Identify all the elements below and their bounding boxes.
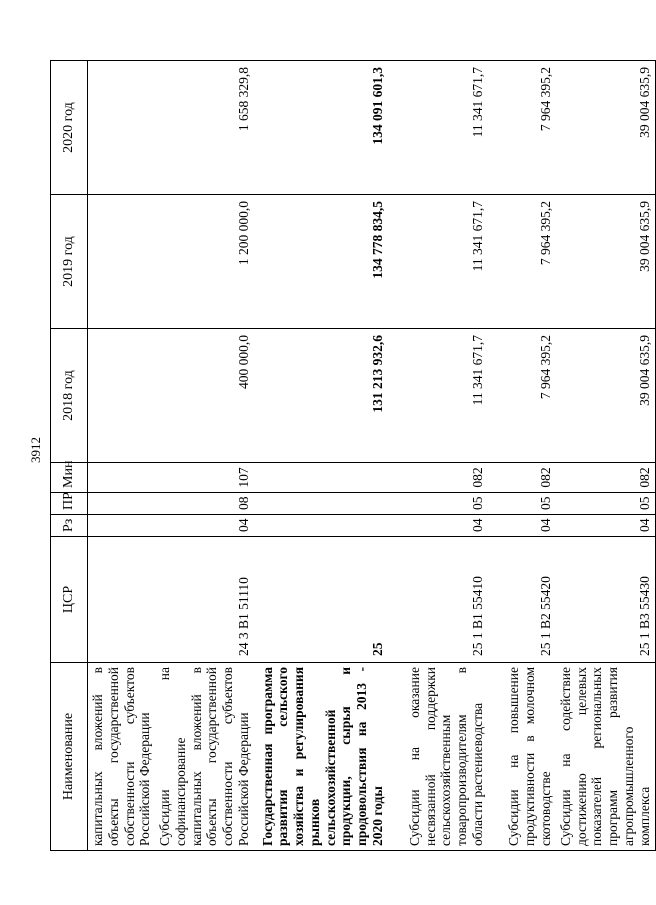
row-name: Субсидии на повышение продуктивности в молочном скотоводстве [488, 663, 556, 851]
row-2018: 11 341 671,7 [388, 329, 488, 463]
row-2019: 11 341 671,7 [388, 195, 488, 329]
row-min: 082 [488, 463, 556, 493]
budget-table [50, 60, 656, 851]
table-row [88, 61, 156, 851]
row-csr [88, 537, 156, 663]
row-rz [254, 515, 388, 537]
header-min: Мин [51, 463, 88, 493]
row-2018: 7 964 395,2 [488, 329, 556, 463]
row-csr: 25 1 В3 55430 [556, 537, 655, 663]
row-2020: 11 341 671,7 [388, 61, 488, 195]
row-pr: 05 [388, 493, 488, 515]
row-rz [88, 515, 156, 537]
row-pr [254, 493, 388, 515]
row-2019: 134 778 834,5 [254, 195, 388, 329]
row-csr: 24 3 В1 51110 [155, 537, 254, 663]
header-2019: 2019 год [51, 195, 88, 329]
row-csr: 25 1 В2 55420 [488, 537, 556, 663]
header-2018: 2018 год [51, 329, 88, 463]
row-pr: 08 [155, 493, 254, 515]
row-csr: 25 1 В1 55410 [388, 537, 488, 663]
row-pr: 05 [488, 493, 556, 515]
header-row [51, 61, 88, 851]
row-min: 082 [556, 463, 655, 493]
table-row [556, 61, 655, 851]
row-rz: 04 [155, 515, 254, 537]
row-name: Государственная программа развития сельского хозяйства и регулирования рынков сельскохозяйственной продукции, сырья и продовольствия на 2013 - 2020 годы [254, 663, 388, 851]
row-2018 [88, 329, 156, 463]
row-min [254, 463, 388, 493]
page-number: 3912 [28, 437, 43, 463]
header-csr: ЦСР [51, 537, 88, 663]
row-2019: 7 964 395,2 [488, 195, 556, 329]
row-2020: 1 658 329,8 [155, 61, 254, 195]
row-min [88, 463, 156, 493]
row-name: Субсидии на оказание несвязанной поддержки сельскохозяйственным товаропроизводителям в области растениеводства [388, 663, 488, 851]
row-rz: 04 [556, 515, 655, 537]
header-pr: ПР [51, 493, 88, 515]
row-name: Субсидии на содействие достижению целевых показателей региональных программ развития агропромышленного комплекса [556, 663, 655, 851]
row-2020: 39 004 635,9 [556, 61, 655, 195]
table-row [488, 61, 556, 851]
row-rz: 04 [388, 515, 488, 537]
table-row [254, 61, 388, 851]
row-rz: 04 [488, 515, 556, 537]
header-rz: Рз [51, 515, 88, 537]
row-min: 107 [155, 463, 254, 493]
row-min: 082 [388, 463, 488, 493]
row-name: капитальных вложений в объекты государственной собственности субъектов Российской Федерации [88, 663, 156, 851]
row-2018: 400 000,0 [155, 329, 254, 463]
table-row [155, 61, 254, 851]
row-2020: 7 964 395,2 [488, 61, 556, 195]
row-pr [88, 493, 156, 515]
row-csr: 25 [254, 537, 388, 663]
row-2019: 39 004 635,9 [556, 195, 655, 329]
row-2018: 131 213 932,6 [254, 329, 388, 463]
row-name: Субсидии на софинансирование капитальных вложений в объекты государственной собственности субъектов Российской Федерации [155, 663, 254, 851]
row-2018: 39 004 635,9 [556, 329, 655, 463]
row-pr: 05 [556, 493, 655, 515]
rotated-table-container [50, 61, 652, 851]
row-2019 [88, 195, 156, 329]
row-2019: 1 200 000,0 [155, 195, 254, 329]
row-2020: 134 091 601,3 [254, 61, 388, 195]
row-2020 [88, 61, 156, 195]
header-name: Наименование [51, 663, 88, 851]
header-2020: 2020 год [51, 61, 88, 195]
table-row [388, 61, 488, 851]
